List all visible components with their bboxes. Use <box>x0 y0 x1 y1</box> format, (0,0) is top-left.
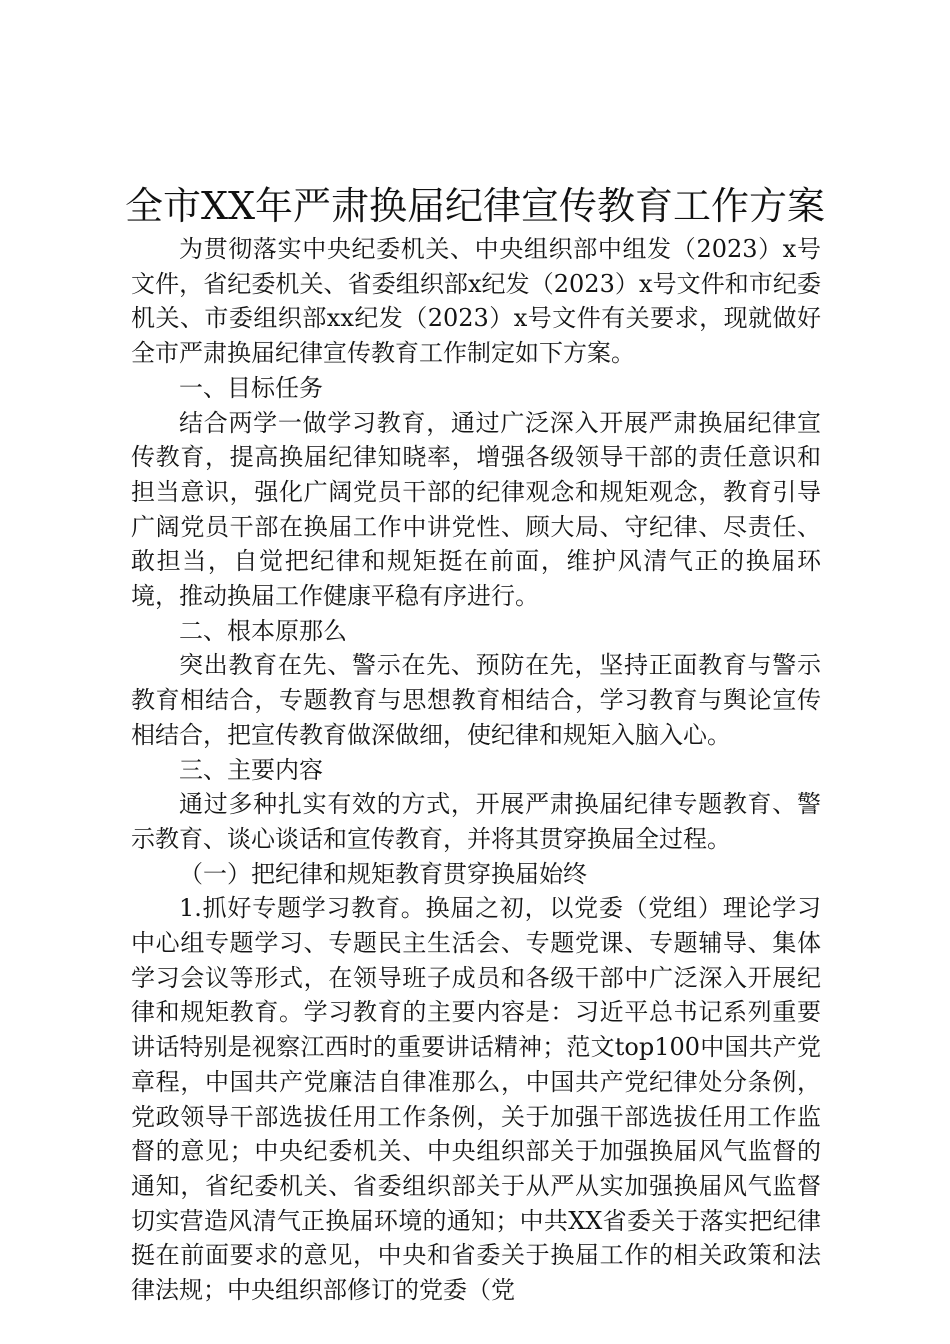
document-title: 全市XX年严肃换届纪律宣传教育工作方案 <box>124 184 826 228</box>
principles-paragraph: 突出教育在先、警示在先、预防在先，坚持正面教育与警示教育相结合，专题教育与思想教育相结合，学习教育与舆论宣传相结合，把宣传教育做深做细，使纪律和规矩入脑入心。 <box>131 651 821 749</box>
study-education-paragraph: 1.抓好专题学习教育。换届之初，以党委（党组）理论学习中心组专题学习、专题民主生活会、专题党课、专题辅导、集体学习会议等形式，在领导班子成员和各级干部中广泛深入开展纪律和规矩教育。学习教育的主要内容是：习近平总书记系列重要讲话特别是视察江西时的重要讲话精神；范文top100中国共产党章程，中国共产党廉洁自律准那么，中国共产党纪律处分条例，党政领导干部选拔任用工作条例，关于加强干部选拔任用工作监督的意见；中央纪委机关、中央组织部关于加强换届风气监督的通知，省纪委机关、省委组织部关于从严从实加强换届风气监督切实营造风清气正换届环境的通知；中共XX省委关于落实把纪律挺在前面要求的意见，中央和省委关于换届工作的相关政策和法律法规；中央组织部修订的党委（党 <box>131 894 821 1305</box>
subsection-heading-1: （一）把纪律和规矩教育贯穿换届始终 <box>179 859 587 888</box>
section-heading-principles: 二、根本原那么 <box>179 616 347 645</box>
content-paragraph: 通过多种扎实有效的方式，开展严肃换届纪律专题教育、警示教育、谈心谈话和宣传教育，并将其贯穿换届全过程。 <box>131 790 821 853</box>
intro-paragraph: 为贯彻落实中央纪委机关、中央组织部中组发（2023）x号文件，省纪委机关、省委组织部x纪发（2023）x号文件和市纪委机关、市委组织部xx纪发（2023）x号文件有关要求，现就做好全市严肃换届纪律宣传教育工作制定如下方案。 <box>131 235 821 368</box>
goals-paragraph: 结合两学一做学习教育，通过广泛深入开展严肃换届纪律宣传教育，提高换届纪律知晓率，增强各级领导干部的责任意识和担当意识，强化广阔党员干部的纪律观念和规矩观念，教育引导广阔党员干部在换届工作中讲党性、顾大局、守纪律、尽责任、敢担当，自觉把纪律和规矩挺在前面，维护风清气正的换届环境，推动换届工作健康平稳有序进行。 <box>131 408 821 611</box>
document-body <box>131 232 821 1308</box>
section-heading-goals: 一、目标任务 <box>179 373 323 402</box>
section-heading-content: 三、主要内容 <box>179 755 323 784</box>
